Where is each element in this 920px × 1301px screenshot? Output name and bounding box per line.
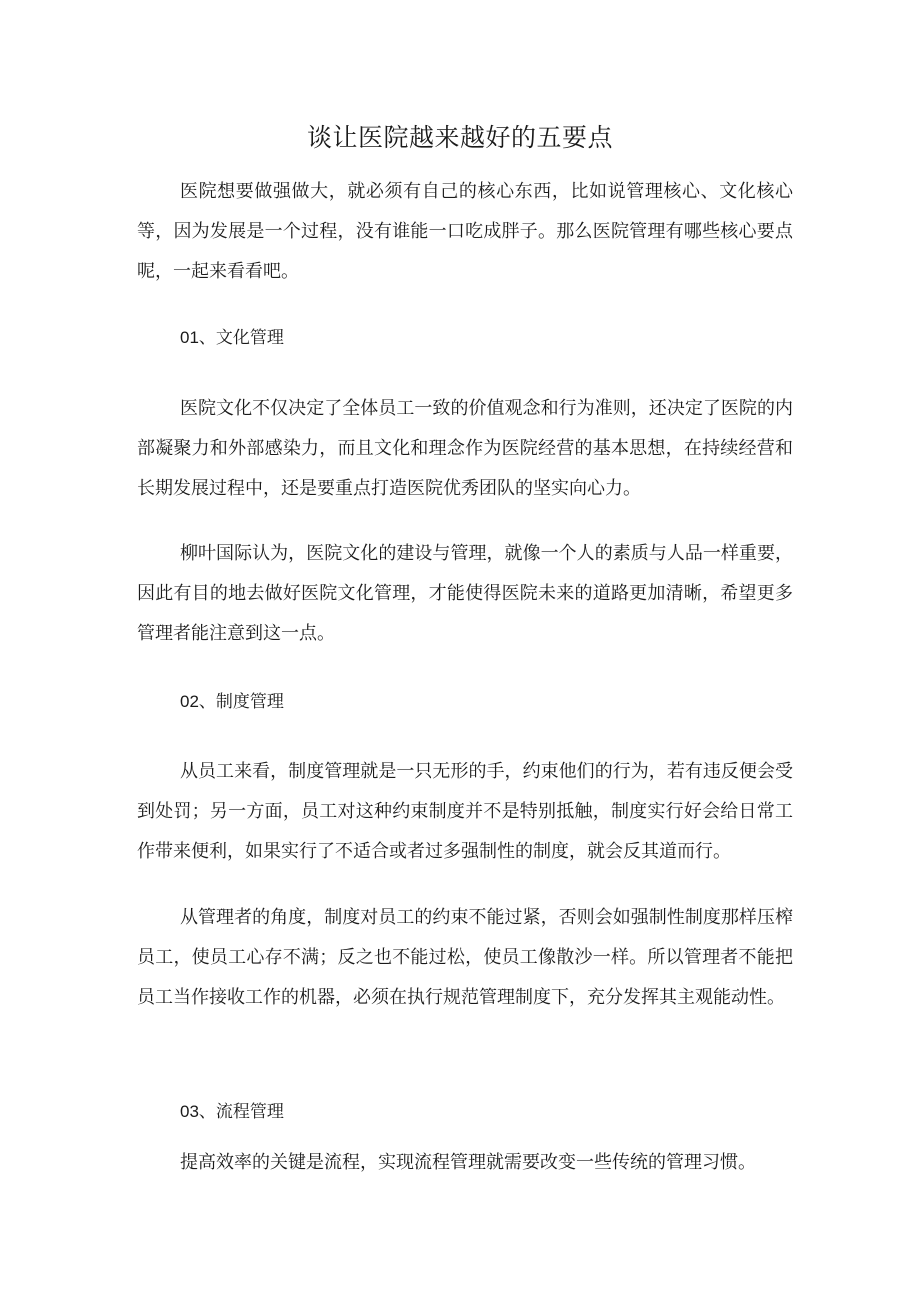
culture-paragraph-1: 医院文化不仅决定了全体员工一致的价值观念和行为准则，还决定了医院的内部凝聚力和外部感染力，而且文化和理念作为医院经营的基本思想，在持续经营和长期发展过程中，还是要重点打造医院优秀团队的坚实向心力。 — [137, 398, 793, 499]
section-heading-process: 03、流程管理 — [180, 1102, 284, 1121]
process-paragraph-1: 提高效率的关键是流程，实现流程管理就需要改变一些传统的管理习惯。 — [180, 1152, 756, 1173]
document-title: 谈让医院越来越好的五要点 — [306, 123, 613, 152]
culture-paragraph-2: 柳叶国际认为，医院文化的建设与管理，就像一个人的素质与人品一样重要，因此有目的地去做好医院文化管理，才能使得医院未来的道路更加清晰，希望更多管理者能注意到这一点。 — [137, 543, 793, 644]
system-paragraph-1: 从员工来看，制度管理就是一只无形的手，约束他们的行为，若有违反便会受到处罚；另一方面，员工对这种约束制度并不是特别抵触，制度实行好会给日常工作带来便利，如果实行了不适合或者过多强制性的制度，就会反其道而行。 — [137, 761, 793, 862]
section-heading-culture: 01、文化管理 — [180, 328, 284, 347]
section-heading-system: 02、制度管理 — [180, 692, 284, 711]
intro-paragraph: 医院想要做强做大，就必须有自己的核心东西，比如说管理核心、文化核心等，因为发展是一个过程，没有谁能一口吃成胖子。那么医院管理有哪些核心要点呢，一起来看看吧。 — [137, 181, 793, 282]
system-paragraph-2: 从管理者的角度，制度对员工的约束不能过紧，否则会如强制性制度那样压榨员工，使员工心存不满；反之也不能过松，使员工像散沙一样。所以管理者不能把员工当作接收工作的机器，必须在执行规范管理制度下，充分发挥其主观能动性。 — [137, 907, 793, 1008]
